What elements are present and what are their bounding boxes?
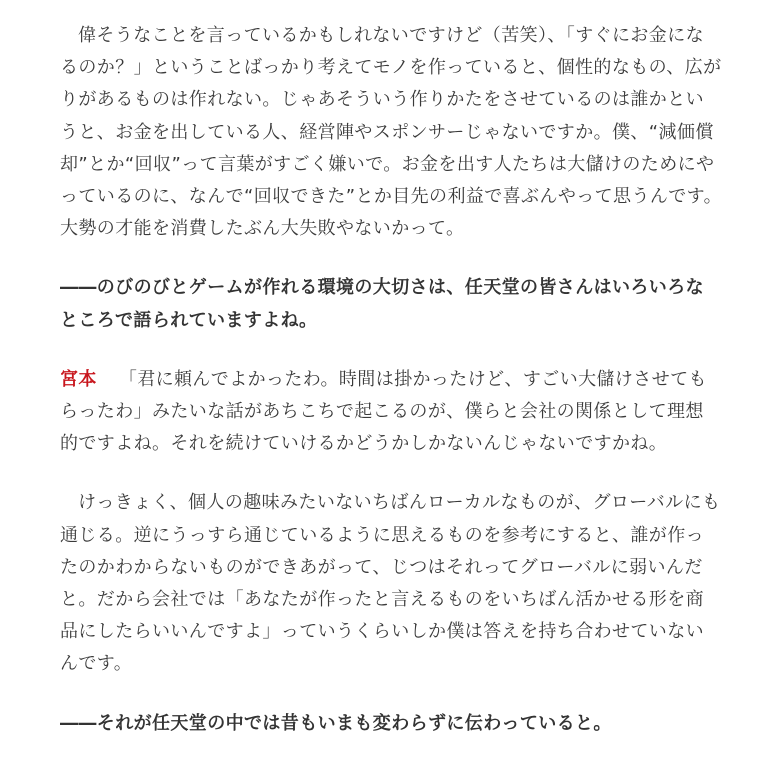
speaker-name: 宮本	[60, 368, 97, 390]
interview-article	[60, 20, 722, 740]
speaker-answer-text: 「君に頼んでよかったわ。時間は掛かったけど、すごい大儲けさせてもらったわ」みたいな話があちこちで起こるのが、僕らと会社の関係として理想的ですよね。それを続けていけるかどうかしかないんじゃないですかね。	[60, 368, 707, 455]
interviewer-question: ――それが任天堂の中では昔もいまも変わらずに伝わっていると。	[60, 712, 612, 734]
speaker-answer	[60, 364, 722, 461]
answer-paragraph: 偉そうなことを言っているかもしれないですけど（苦笑）、「すぐにお金になるのか？」ということばっかり考えてモノを作っていると、個性的なもの、広がりがあるものは作れない。じゃあそういう作りかたをさせているのは誰かというと、お金を出している人、経営陣やスポンサーじゃないですか。僕、“減価償却”とか“回収”って言葉がすごく嫌いで。お金を出す人たちは大儲けのためにやっているのに、なんで“回収できた”とか目先の利益で喜ぶんやって思うんです。大勢の才能を消費したぶん大失敗やないかって。	[60, 25, 723, 240]
interviewer-question: ――のびのびとゲームが作れる環境の大切さは、任天堂の皆さんはいろいろなところで語られていますよね。	[60, 277, 704, 331]
answer-paragraph: けっきょく、個人の趣味みたいないちばんローカルなものが、グローバルにも通じる。逆にうっすら通じているように思えるものを参考にすると、誰が作ったのかわからないものができあがって、じつはそれってグローバルに弱いんだと。だから会社では「あなたが作ったと言えるものをいちばん活かせる形を商品にしたらいいんですよ」っていうくらいしか僕は答えを持ち合わせていないんです。	[60, 492, 721, 675]
